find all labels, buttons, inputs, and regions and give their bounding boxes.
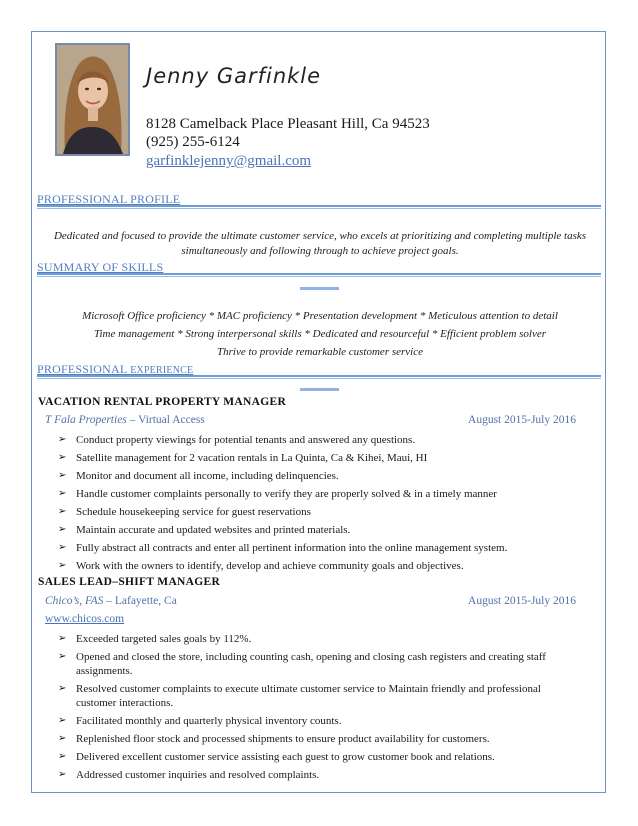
section-divider-dash <box>300 287 339 290</box>
section-title-experience <box>37 363 193 377</box>
arrow-bullet-icon: ➢ <box>58 452 67 463</box>
arrow-bullet-icon: ➢ <box>58 751 67 762</box>
job-title-2: SALES LEAD–SHIFT MANAGER <box>38 576 221 588</box>
skills-line1: Microsoft Office proficiency * MAC proficiency * Presentation development * Meticulous attention to detail <box>82 310 558 322</box>
company-2 <box>45 595 177 607</box>
list-item: ➢ Handle customer complaints personally to verify they are properly solved & in a timely manner <box>58 488 497 500</box>
section-title-profile: PROFESSIONAL PROFILE <box>37 192 181 206</box>
arrow-bullet-icon: ➢ <box>58 733 67 744</box>
section-rule <box>37 378 601 379</box>
company-name-1: T Fala Properties <box>45 414 127 426</box>
job-dates-1: August 2015-July 2016 <box>468 414 576 426</box>
arrow-bullet-icon: ➢ <box>58 560 67 571</box>
arrow-bullet-icon: ➢ <box>58 633 67 644</box>
profile-text-line2: simultaneously and following through to achieve project goals. <box>181 245 459 257</box>
section-title-experience-small: EXPERIENCE <box>130 365 194 376</box>
company-location-2: – Lafayette, Ca <box>103 595 177 607</box>
arrow-bullet-icon: ➢ <box>58 488 67 499</box>
list-item: ➢ Maintain accurate and updated websites and printed materials. <box>58 524 351 536</box>
arrow-bullet-icon: ➢ <box>58 506 67 517</box>
company-location-1: – Virtual Access <box>126 414 205 426</box>
list-item: ➢ Work with the owners to identify, develop and achieve community goals and objectives. <box>58 560 464 572</box>
profile-text-line1: Dedicated and focused to provide the ultimate customer service, who excels at prioritizing and completing multiple tasks <box>53 230 587 242</box>
list-item: ➢ Facilitated monthly and quarterly physical inventory counts. <box>58 715 342 727</box>
arrow-bullet-icon: ➢ <box>58 470 67 481</box>
phone-number: (925) 255-6124 <box>146 134 240 150</box>
email-link[interactable]: garfinklejenny@gmail.com <box>146 153 312 169</box>
job-bullets-2 <box>58 632 578 782</box>
arrow-bullet-icon: ➢ <box>58 715 67 726</box>
list-item: ➢ Conduct property viewings for potential tenants and answered any questions. <box>58 434 416 446</box>
section-title-experience-main: PROFESSIONAL <box>37 362 127 376</box>
list-item: ➢ Fully abstract all contracts and enter all pertinent information into the online management system. <box>58 542 508 554</box>
section-divider-dash <box>300 388 339 391</box>
list-item: ➢ Monitor and document all income, including delinquencies. <box>58 470 339 482</box>
arrow-bullet-icon: ➢ <box>58 524 67 535</box>
skills-line2: Time management * Strong interpersonal skills * Dedicated and resourceful * Efficient problem solver <box>93 328 547 340</box>
skills-line3: Thrive to provide remarkable customer service <box>217 346 423 358</box>
profile-photo <box>55 43 130 156</box>
section-rule <box>37 208 601 209</box>
job-bullets-1 <box>58 433 578 573</box>
list-item: ➢ Satellite management for 2 vacation rentals in La Quinta, Ca & Kihei, Maui, HI <box>58 452 428 464</box>
list-item: ➢ Delivered excellent customer service assisting each guest to grow customer book and relations. <box>58 751 495 763</box>
arrow-bullet-icon: ➢ <box>58 651 67 662</box>
list-item: ➢ Schedule housekeeping service for guest reservations <box>58 506 311 518</box>
arrow-bullet-icon: ➢ <box>58 542 67 553</box>
company-website-link[interactable]: www.chicos.com <box>45 613 125 625</box>
arrow-bullet-icon: ➢ <box>58 683 67 694</box>
list-item: ➢ Resolved customer complaints to execute ultimate customer service to Maintain friendly and professional customer interactions. <box>58 683 541 709</box>
list-item: ➢ Exceeded targeted sales goals by 112%. <box>58 633 252 645</box>
arrow-bullet-icon: ➢ <box>58 434 67 445</box>
section-header-skills <box>37 261 601 275</box>
job-dates-2: August 2015-July 2016 <box>468 595 576 607</box>
list-item: ➢ Opened and closed the store, including counting cash, opening and closing cash registers and creating staff assignments. <box>58 651 546 677</box>
section-title-skills: SUMMARY OF SKILLS <box>37 260 164 274</box>
list-item: ➢ Replenished floor stock and processed shipments to ensure product availability for customers. <box>58 733 490 745</box>
list-item: ➢ Addressed customer inquiries and resolved complaints. <box>58 769 320 781</box>
candidate-name: Jenny Garfinkle <box>146 64 322 88</box>
job-title-1: VACATION RENTAL PROPERTY MANAGER <box>38 396 287 408</box>
section-header-profile <box>37 193 601 207</box>
section-rule <box>37 276 601 277</box>
address: 8128 Camelback Place Pleasant Hill, Ca 94523 <box>146 116 430 132</box>
section-header-experience <box>37 363 601 377</box>
arrow-bullet-icon: ➢ <box>58 769 67 780</box>
company-1 <box>45 414 205 426</box>
company-name-2: Chico’s, FAS <box>45 595 104 607</box>
